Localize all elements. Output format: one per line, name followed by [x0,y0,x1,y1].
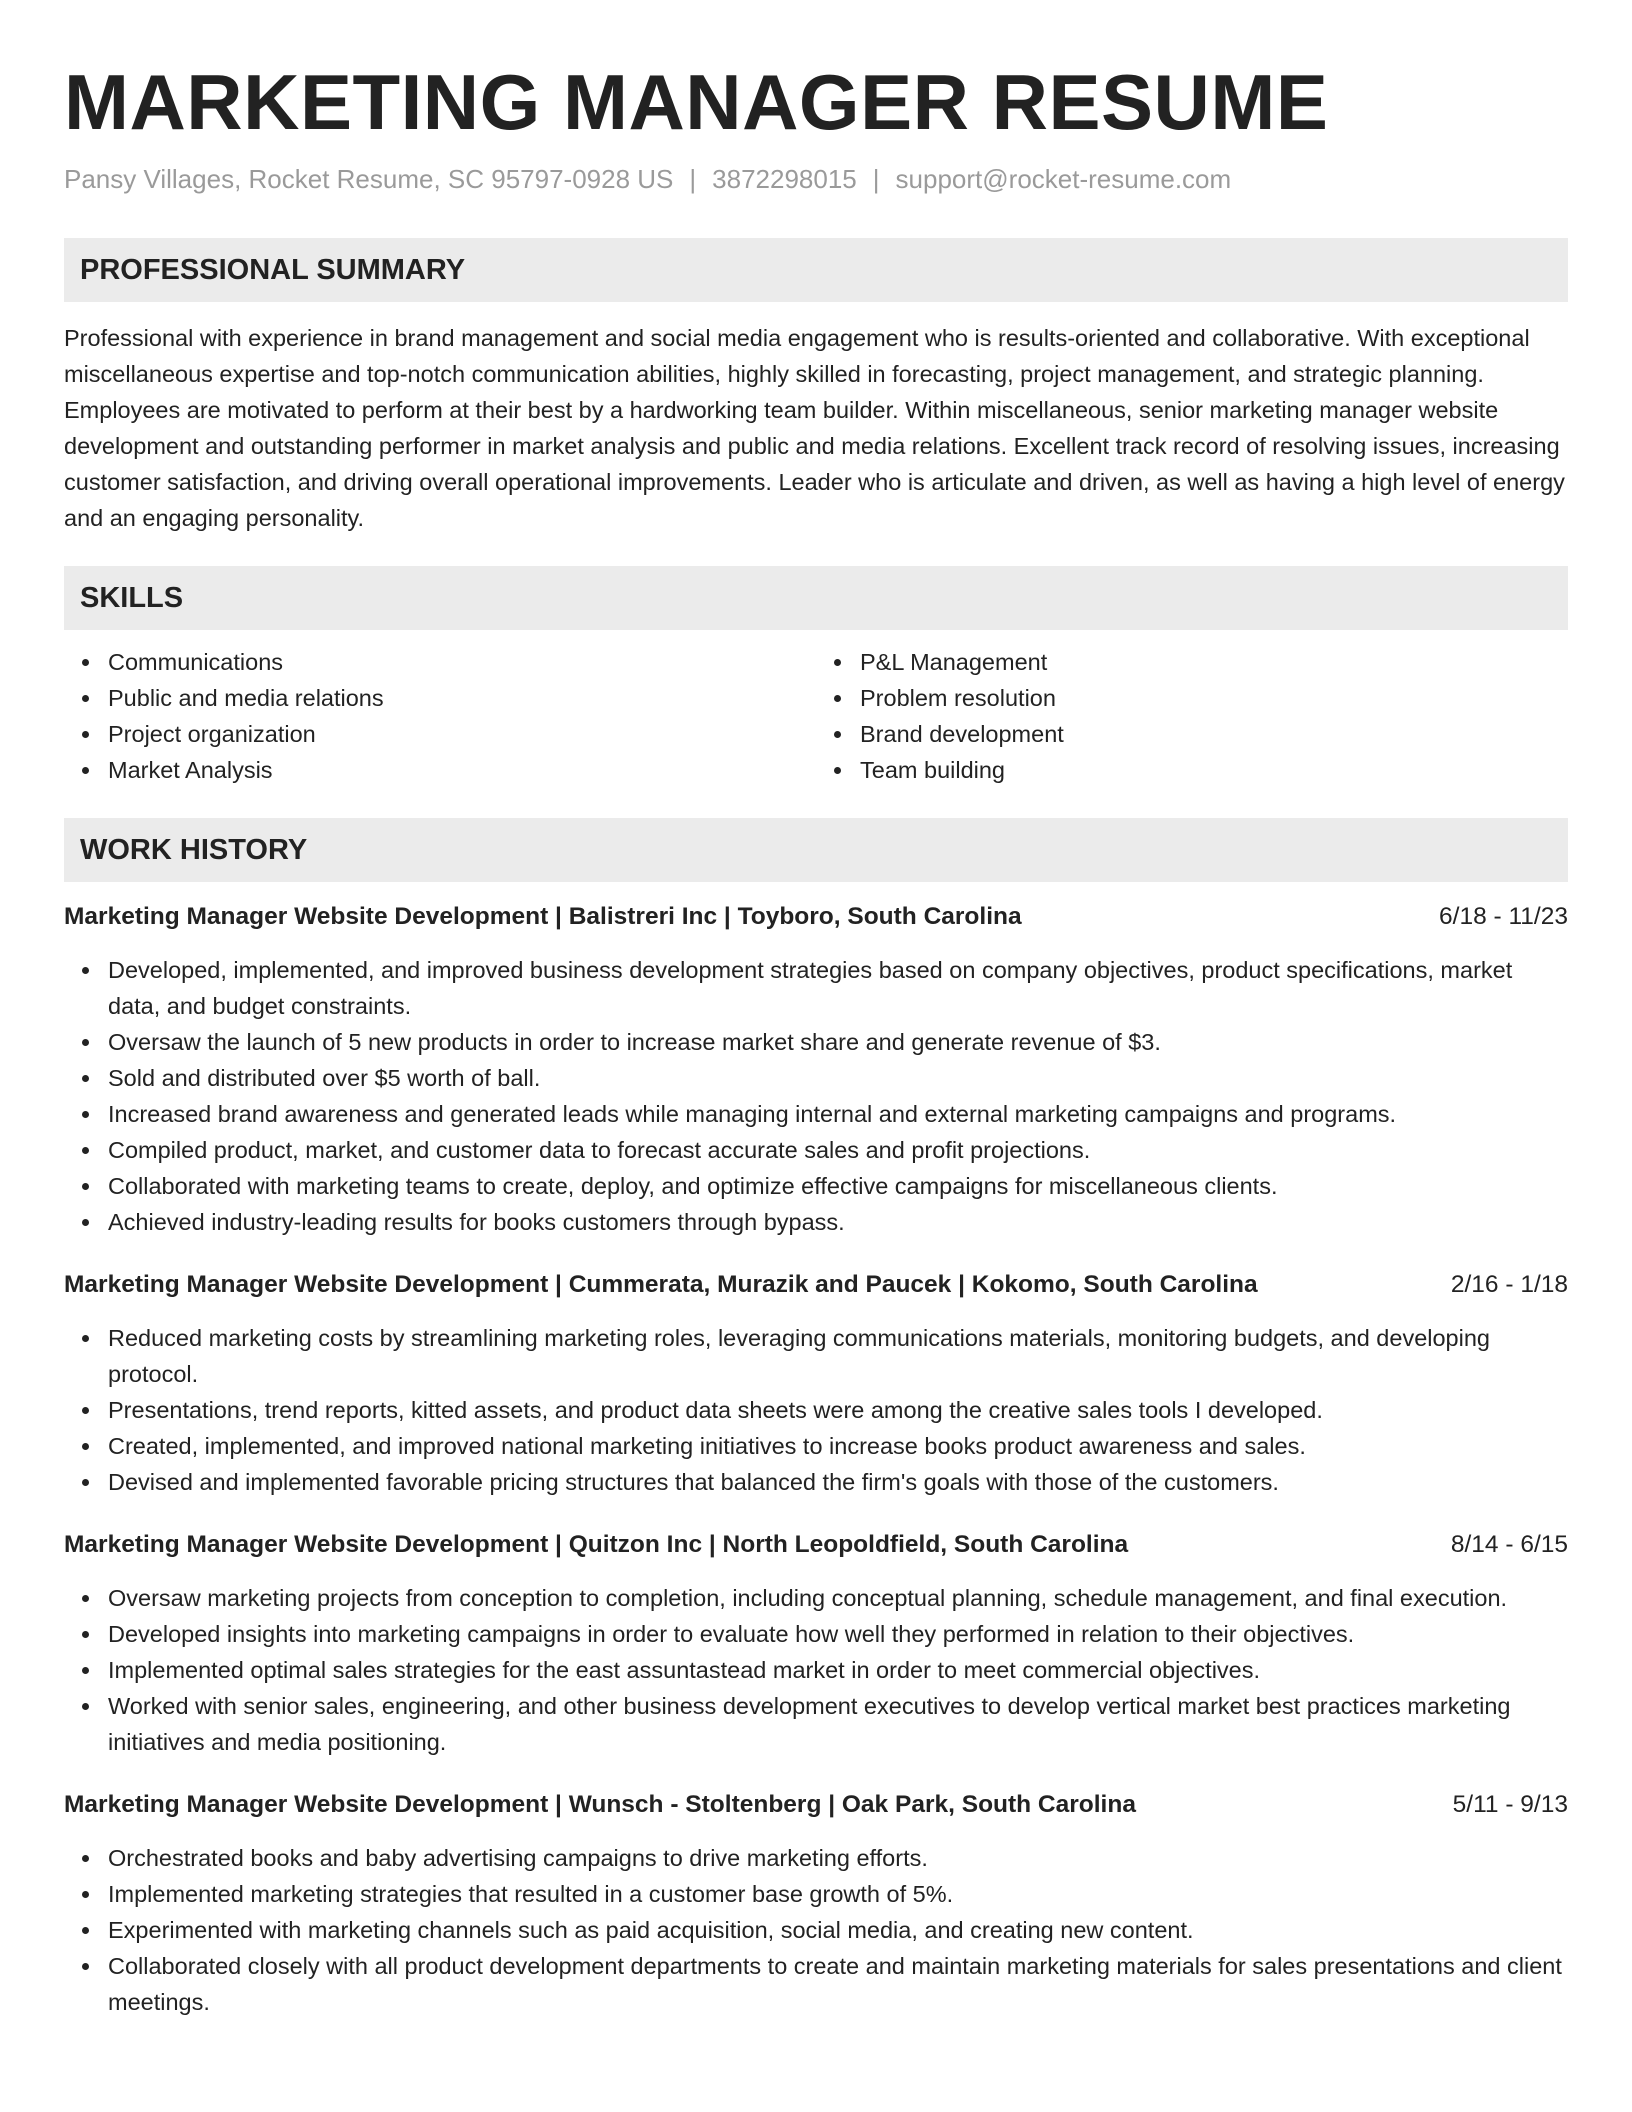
contact-address: Pansy Villages, Rocket Resume, SC 95797-0928 US [64,164,674,194]
job-bullets [64,1580,1568,1760]
job-bullet: Experimented with marketing channels such as paid acquisition, social media, and creating new content. [108,1912,1568,1948]
job-header [64,1268,1568,1302]
skill-item: Brand development [860,716,1568,752]
job-bullet: Achieved industry-leading results for books customers through bypass. [108,1204,1568,1240]
job-bullets [64,1840,1568,2020]
skill-item: Team building [860,752,1568,788]
summary-text: Professional with experience in brand management and social media engagement who is results-oriented and collaborative. With exceptional miscellaneous expertise and top-notch communication abilities, highly skilled in forecasting, project management, and strategic planning. Employees are motivated to perform at their best by a hardworking team builder. Within miscellaneous, senior marketing manager website development and outstanding performer in market analysis and public and media relations. Excellent track record of resolving issues, increasing customer satisfaction, and driving overall operational improvements. Leader who is articulate and driven, as well as having a high level of energy and an engaging personality. [64,325,1565,531]
job-entry [64,1268,1568,1500]
contact-separator: | [689,164,697,194]
skill-item: Problem resolution [860,680,1568,716]
job-bullet: Devised and implemented favorable pricing structures that balanced the firm's goals with those of the customers. [108,1464,1568,1500]
resume-title: MARKETING MANAGER RESUME [64,58,1329,146]
job-bullet: Implemented marketing strategies that resulted in a customer base growth of 5%. [108,1876,1568,1912]
skills-column-left [64,644,816,788]
job-bullet: Developed insights into marketing campaigns in order to evaluate how well they performed in relation to their objectives. [108,1616,1568,1652]
job-bullet: Oversaw the launch of 5 new products in order to increase market share and generate revenue of $3. [108,1024,1568,1060]
work-history-heading: WORK HISTORY [64,818,1568,882]
job-bullet: Increased brand awareness and generated leads while managing internal and external marketing campaigns and programs. [108,1096,1568,1132]
contact-line [64,162,1568,196]
summary-heading: PROFESSIONAL SUMMARY [64,238,1568,302]
contact-separator: | [872,164,880,194]
job-header [64,1528,1568,1562]
job-title: Marketing Manager Website Development | Balistreri Inc | Toyboro, South Carolina [64,903,1022,930]
job-bullet: Collaborated with marketing teams to create, deploy, and optimize effective campaigns for miscellaneous clients. [108,1168,1568,1204]
job-title: Marketing Manager Website Development | Cummerata, Murazik and Paucek | Kokomo, South Carolina [64,1271,1258,1298]
job-bullet: Reduced marketing costs by streamlining marketing roles, leveraging communications materials, monitoring budgets, and developing protocol. [108,1320,1568,1392]
skills-heading: SKILLS [64,566,1568,630]
skill-item: Communications [108,644,816,680]
job-bullet: Implemented optimal sales strategies for the east assuntastead market in order to meet commercial objectives. [108,1652,1568,1688]
job-bullet: Sold and distributed over $5 worth of ball. [108,1060,1568,1096]
job-dates: 8/14 - 6/15 [1450,1531,1568,1558]
job-bullet: Oversaw marketing projects from conception to completion, including conceptual planning, schedule management, and final execution. [108,1580,1568,1616]
skill-item: Project organization [108,716,816,752]
job-header [64,1788,1568,1822]
job-entry [64,1788,1568,2020]
job-bullets [64,952,1568,1240]
job-dates: 6/18 - 11/23 [1439,903,1568,930]
job-title: Marketing Manager Website Development | Quitzon Inc | North Leopoldfield, South Carolina [64,1531,1129,1558]
skill-item: Public and media relations [108,680,816,716]
contact-phone: 3872298015 [712,164,857,194]
job-bullets [64,1320,1568,1500]
job-bullet: Compiled product, market, and customer data to forecast accurate sales and profit projections. [108,1132,1568,1168]
job-bullet: Collaborated closely with all product development departments to create and maintain marketing materials for sales presentations and client meetings. [108,1948,1568,2020]
job-dates: 2/16 - 1/18 [1450,1271,1568,1298]
contact-email: support@rocket-resume.com [895,164,1232,194]
job-title: Marketing Manager Website Development | Wunsch - Stoltenberg | Oak Park, South Carolina [64,1791,1136,1818]
job-dates: 5/11 - 9/13 [1452,1791,1568,1818]
job-bullet: Developed, implemented, and improved business development strategies based on company objectives, product specifications, market data, and budget constraints. [108,952,1568,1024]
resume-page [64,56,1568,2020]
job-header [64,900,1568,934]
job-bullet: Worked with senior sales, engineering, and other business development executives to develop vertical market best practices marketing initiatives and media positioning. [108,1688,1568,1760]
job-bullet: Created, implemented, and improved national marketing initiatives to increase books product awareness and sales. [108,1428,1568,1464]
job-entry [64,900,1568,1240]
skill-item: Market Analysis [108,752,816,788]
job-bullet: Orchestrated books and baby advertising campaigns to drive marketing efforts. [108,1840,1568,1876]
skills-list [64,644,1568,788]
job-entry [64,1528,1568,1760]
skill-item: P&L Management [860,644,1568,680]
job-bullet: Presentations, trend reports, kitted assets, and product data sheets were among the creative sales tools I developed. [108,1392,1568,1428]
skills-column-right [816,644,1568,788]
